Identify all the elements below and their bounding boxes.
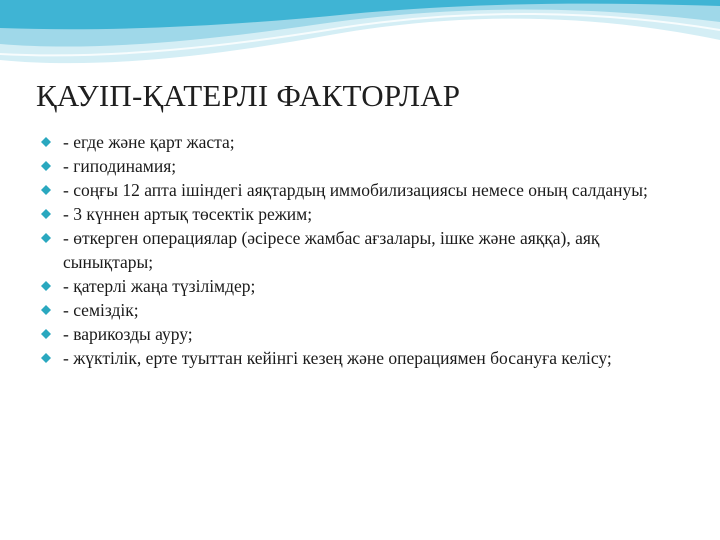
list-item-text: - қатерлі жаңа түзілімдер; — [63, 276, 256, 296]
bullet-icon — [41, 233, 51, 243]
list-item — [41, 346, 691, 370]
bullet-icon — [41, 353, 51, 363]
list-item — [41, 226, 691, 274]
bullet-icon — [41, 209, 51, 219]
list-item — [41, 298, 691, 322]
list-item — [41, 202, 691, 226]
header-wave-decoration — [0, 0, 720, 90]
list-item-text: - семіздік; — [63, 300, 139, 320]
list-item-text: - гиподинамия; — [63, 156, 177, 176]
list-item — [41, 178, 691, 202]
list-item — [41, 130, 691, 154]
list-item — [41, 322, 691, 346]
bullet-icon — [41, 161, 51, 171]
list-item-text: - жүктілік, ерте туыттан кейінгі кезең және операциямен босануға келісу; — [63, 348, 612, 368]
list-item-text: - соңғы 12 апта ішіндегі аяқтардың иммобилизациясы немесе оның салдануы; — [63, 180, 648, 200]
list-item-text: - өткерген операциялар (әсіресе жамбас ағзалары, ішке және аяққа), аяқ сынықтары; — [63, 228, 600, 272]
list-item — [41, 274, 691, 298]
list-item-text: - варикозды ауру; — [63, 324, 193, 344]
list-item-text: - егде және қарт жаста; — [63, 132, 235, 152]
list-item — [41, 154, 691, 178]
bullet-icon — [41, 137, 51, 147]
bullet-icon — [41, 329, 51, 339]
risk-factor-list — [41, 130, 691, 370]
bullet-icon — [41, 185, 51, 195]
list-item-text: - 3 күннен артық төсектік режим; — [63, 204, 313, 224]
bullet-icon — [41, 305, 51, 315]
page-title: ҚАУІП-ҚАТЕРЛІ ФАКТОРЛАР — [36, 78, 461, 113]
bullet-icon — [41, 281, 51, 291]
